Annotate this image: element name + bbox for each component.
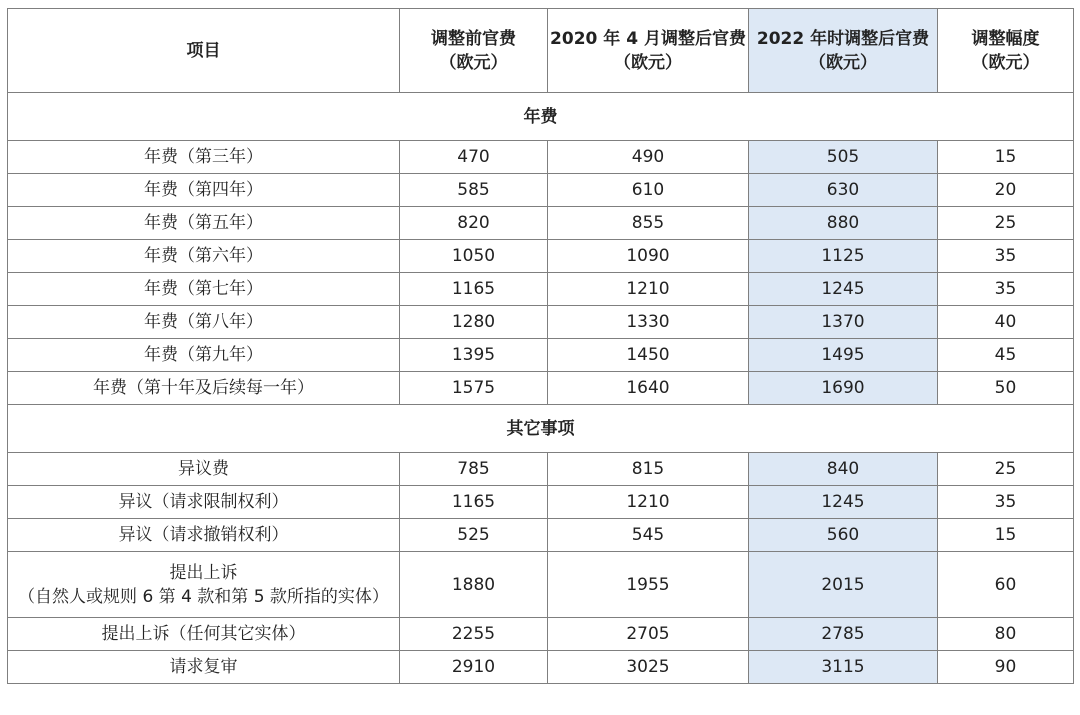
cell-before: 2910 — [400, 651, 548, 684]
table-row — [8, 273, 1074, 306]
cell-2022: 1245 — [749, 486, 938, 519]
cell-2022: 1245 — [749, 273, 938, 306]
cell-item: 年费（第九年） — [8, 339, 400, 372]
cell-apr2020: 2705 — [548, 618, 749, 651]
cell-apr2020: 3025 — [548, 651, 749, 684]
cell-apr2020: 1330 — [548, 306, 749, 339]
cell-item: 年费（第四年） — [8, 174, 400, 207]
cell-change: 15 — [938, 519, 1074, 552]
cell-before: 585 — [400, 174, 548, 207]
cell-2022: 3115 — [749, 651, 938, 684]
cell-item: 年费（第五年） — [8, 207, 400, 240]
cell-change: 25 — [938, 207, 1074, 240]
cell-item: 异议费 — [8, 453, 400, 486]
cell-apr2020: 855 — [548, 207, 749, 240]
cell-apr2020: 815 — [548, 453, 749, 486]
cell-2022: 2785 — [749, 618, 938, 651]
section-title: 年费 — [8, 93, 1074, 141]
section-row-other — [8, 405, 1074, 453]
cell-2022: 560 — [749, 519, 938, 552]
cell-before: 1050 — [400, 240, 548, 273]
cell-item-line1: 提出上诉 — [169, 562, 238, 583]
cell-before: 1165 — [400, 486, 548, 519]
table-header-row — [8, 9, 1074, 93]
cell-item: 年费（第七年） — [8, 273, 400, 306]
cell-item: 异议（请求撤销权利） — [8, 519, 400, 552]
cell-before: 1880 — [400, 552, 548, 618]
cell-2022: 880 — [749, 207, 938, 240]
cell-apr2020: 490 — [548, 141, 749, 174]
cell-apr2020: 1640 — [548, 372, 749, 405]
table-row — [8, 207, 1074, 240]
cell-before: 1280 — [400, 306, 548, 339]
cell-2022: 1690 — [749, 372, 938, 405]
cell-item: 请求复审 — [8, 651, 400, 684]
table-row — [8, 240, 1074, 273]
cell-change: 45 — [938, 339, 1074, 372]
table-row — [8, 453, 1074, 486]
cell-change: 60 — [938, 552, 1074, 618]
cell-change: 90 — [938, 651, 1074, 684]
table-row — [8, 618, 1074, 651]
cell-change: 35 — [938, 486, 1074, 519]
section-title: 其它事项 — [8, 405, 1074, 453]
cell-2022: 2015 — [749, 552, 938, 618]
header-2022: 2022 年时调整后官费 （欧元） — [749, 9, 938, 93]
table-row — [8, 141, 1074, 174]
section-row-annual — [8, 93, 1074, 141]
cell-apr2020: 1210 — [548, 273, 749, 306]
cell-before: 1395 — [400, 339, 548, 372]
cell-apr2020: 1210 — [548, 486, 749, 519]
cell-before: 820 — [400, 207, 548, 240]
cell-change: 15 — [938, 141, 1074, 174]
cell-apr2020: 1955 — [548, 552, 749, 618]
cell-change: 50 — [938, 372, 1074, 405]
cell-2022: 840 — [749, 453, 938, 486]
cell-2022: 630 — [749, 174, 938, 207]
header-before: 调整前官费 （欧元） — [400, 9, 548, 93]
table-row — [8, 339, 1074, 372]
cell-before: 525 — [400, 519, 548, 552]
cell-2022: 1495 — [749, 339, 938, 372]
cell-change: 80 — [938, 618, 1074, 651]
table-row — [8, 306, 1074, 339]
cell-item: 年费（第十年及后续每一年） — [8, 372, 400, 405]
cell-change: 20 — [938, 174, 1074, 207]
table-row — [8, 552, 1074, 618]
cell-apr2020: 610 — [548, 174, 749, 207]
cell-before: 785 — [400, 453, 548, 486]
table-row — [8, 372, 1074, 405]
fee-table — [7, 8, 1074, 684]
cell-apr2020: 545 — [548, 519, 749, 552]
cell-before: 470 — [400, 141, 548, 174]
cell-item: 提出上诉（任何其它实体） — [8, 618, 400, 651]
cell-before: 1575 — [400, 372, 548, 405]
cell-apr2020: 1090 — [548, 240, 749, 273]
cell-apr2020: 1450 — [548, 339, 749, 372]
cell-change: 35 — [938, 273, 1074, 306]
cell-item: 异议（请求限制权利） — [8, 486, 400, 519]
cell-before: 1165 — [400, 273, 548, 306]
header-apr2020: 2020 年 4 月调整后官费 （欧元） — [548, 9, 749, 93]
cell-change: 40 — [938, 306, 1074, 339]
cell-item: 年费（第八年） — [8, 306, 400, 339]
cell-2022: 1370 — [749, 306, 938, 339]
table-row — [8, 174, 1074, 207]
cell-item-line2: （自然人或规则 6 第 4 款和第 5 款所指的实体） — [18, 586, 389, 607]
header-change: 调整幅度 （欧元） — [938, 9, 1074, 93]
table-row — [8, 651, 1074, 684]
cell-change: 35 — [938, 240, 1074, 273]
cell-2022: 505 — [749, 141, 938, 174]
cell-item: 年费（第三年） — [8, 141, 400, 174]
cell-item: 年费（第六年） — [8, 240, 400, 273]
table-row — [8, 519, 1074, 552]
cell-before: 2255 — [400, 618, 548, 651]
header-item: 项目 — [8, 9, 400, 93]
cell-change: 25 — [938, 453, 1074, 486]
table-row — [8, 486, 1074, 519]
cell-item — [8, 552, 400, 618]
fee-table-container — [7, 8, 1074, 684]
cell-2022: 1125 — [749, 240, 938, 273]
